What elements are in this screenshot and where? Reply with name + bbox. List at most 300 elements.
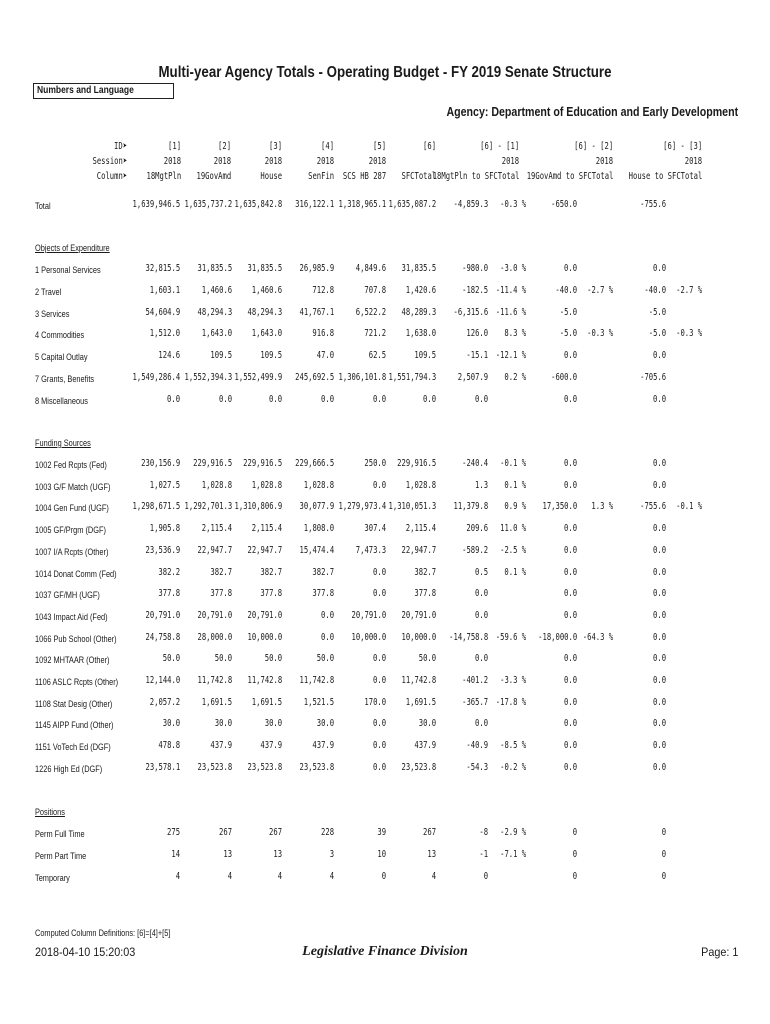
row-value: 0.0 <box>652 263 666 274</box>
row-label: 1108 Stat Desig (Other) <box>35 698 113 709</box>
row-value: -589.2 <box>461 544 488 556</box>
row-value: -64.3 % <box>582 631 613 643</box>
row-value: 382.7 <box>210 566 232 578</box>
row-value: 32,815.5 <box>145 263 180 274</box>
row-value: 2,115.4 <box>251 523 282 535</box>
row-label: 1226 High Ed (DGF) <box>35 763 103 774</box>
row-value: -11.6 % <box>495 306 526 318</box>
row-value: 377.8 <box>210 588 232 600</box>
row-value: 437.9 <box>414 740 436 752</box>
row-value: 0.0 <box>563 609 577 621</box>
row-value: 11,742.8 <box>401 675 436 686</box>
row-value: 1,635,842.8 <box>234 199 282 210</box>
row-value: 0.0 <box>218 393 232 405</box>
row-value: -4,859.3 <box>453 199 488 210</box>
row-value: 707.8 <box>364 284 386 296</box>
row-label: 1145 AIPP Fund (Other) <box>35 720 114 731</box>
row-value: -15.1 <box>466 350 488 362</box>
row-value: 8.3 % <box>504 328 526 340</box>
row-value: 109.5 <box>260 350 282 362</box>
row-value: 230,156.9 <box>140 458 180 469</box>
row-label: 1003 G/F Match (UGF) <box>35 481 111 492</box>
row-value: 24,758.8 <box>145 631 180 643</box>
row-value: 209.6 <box>466 523 488 535</box>
row-label: 1005 GF/Prgm (DGF) <box>35 525 106 536</box>
row-value: 229,666.5 <box>294 458 334 469</box>
row-label: 1004 Gen Fund (UGF) <box>35 503 109 514</box>
column-header-session: 2018 <box>368 156 386 167</box>
column-header-id: [1] <box>167 141 181 152</box>
row-value: 20,791.0 <box>145 609 180 621</box>
row-value: 0.0 <box>652 718 666 730</box>
report-timestamp: 2018-04-10 15:20:03 <box>35 945 136 959</box>
row-value: -0.2 % <box>499 761 526 773</box>
header-column-label: Column➤ <box>96 171 127 182</box>
row-value: 28,000.0 <box>197 631 232 643</box>
column-header-column: SFCTotal <box>401 171 436 182</box>
row-value: 1,551,794.3 <box>388 372 436 383</box>
row-value: -600.0 <box>550 372 577 383</box>
row-value: 124.6 <box>158 350 180 362</box>
row-value: 11,742.8 <box>247 675 282 686</box>
row-value: -5.0 <box>648 328 666 340</box>
row-value: 0.0 <box>166 393 180 405</box>
row-value: 23,523.8 <box>299 761 334 773</box>
row-value: 13 <box>223 848 232 860</box>
row-value: -2.5 % <box>499 544 526 556</box>
column-header-session: 2018 <box>501 156 519 167</box>
row-value: 0.0 <box>563 740 577 752</box>
row-value: -182.5 <box>461 284 488 296</box>
row-value: 275 <box>166 827 180 838</box>
row-value: 20,791.0 <box>401 609 436 621</box>
row-value: 1,603.1 <box>149 284 180 296</box>
row-value: 0.1 % <box>504 566 526 578</box>
row-value: -2.9 % <box>499 827 526 838</box>
row-label: 1 Personal Services <box>35 265 101 275</box>
row-label: 1066 Pub School (Other) <box>35 633 117 644</box>
column-header-column: SenFin <box>307 171 334 182</box>
row-value: 31,835.5 <box>247 263 282 274</box>
row-value: -240.4 <box>461 458 488 469</box>
row-value: 23,536.9 <box>145 544 180 556</box>
row-value: -755.6 <box>639 501 666 513</box>
row-value: 0.0 <box>563 675 577 686</box>
row-value: 50.0 <box>162 653 180 665</box>
row-value: 0 <box>661 848 666 860</box>
row-value: 20,791.0 <box>351 609 386 621</box>
row-value: 1,279,973.4 <box>338 501 386 513</box>
section-objects-of-expenditure: Objects of Expenditure <box>35 243 110 253</box>
row-value: 1,306,101.8 <box>338 372 386 383</box>
row-value: 13 <box>427 848 436 860</box>
row-value: 20,791.0 <box>247 609 282 621</box>
row-value: 0.0 <box>652 350 666 362</box>
row-value: 48,294.3 <box>247 306 282 318</box>
row-value: 0.0 <box>372 740 386 752</box>
row-label: 1014 Donat Comm (Fed) <box>35 568 117 579</box>
column-header-id: [3] <box>268 141 282 152</box>
row-value: 437.9 <box>210 740 232 752</box>
row-value: 0.0 <box>563 696 577 708</box>
agency-name: Agency: Department of Education and Early Development <box>446 105 738 119</box>
row-value: 0.0 <box>652 544 666 556</box>
row-value: 47.0 <box>316 350 334 362</box>
row-value: 23,523.8 <box>197 761 232 773</box>
row-value: 1.3 % <box>591 501 613 513</box>
row-value: 0.0 <box>652 458 666 469</box>
row-value: 0.0 <box>563 566 577 578</box>
row-value: -2.7 % <box>675 284 702 296</box>
column-header-id: [5] <box>372 141 386 152</box>
row-value: 1,512.0 <box>149 328 180 340</box>
row-value: 1,298,671.5 <box>132 501 180 513</box>
row-value: -1 <box>479 848 488 860</box>
row-value: 126.0 <box>466 328 488 340</box>
row-value: 0 <box>572 848 577 860</box>
row-value: 31,835.5 <box>401 263 436 274</box>
row-value: 1,318,965.1 <box>338 199 386 210</box>
row-value: -0.3 % <box>586 328 613 340</box>
row-value: 0.0 <box>652 393 666 405</box>
column-header-column: House to SFCTotal <box>628 171 702 182</box>
row-value: 30.0 <box>162 718 180 730</box>
division-name: Legislative Finance Division <box>302 944 468 959</box>
column-header-id: [2] <box>217 141 231 152</box>
row-value: -365.7 <box>461 696 488 708</box>
row-value: 712.8 <box>312 284 334 296</box>
row-value: -980.0 <box>461 263 488 274</box>
row-value: 2,507.9 <box>457 372 488 383</box>
header-id-label: ID➤ <box>113 141 127 152</box>
row-value: -54.3 <box>466 761 488 773</box>
row-value: -2.7 % <box>586 284 613 296</box>
row-value: 30.0 <box>418 718 436 730</box>
row-value: -3.0 % <box>499 263 526 274</box>
column-header-id: [6] - [2] <box>573 141 613 152</box>
row-value: -5.0 <box>648 306 666 318</box>
row-value: 1,638.0 <box>405 328 436 340</box>
row-value: 39 <box>377 827 386 838</box>
section-funding-sources: Funding Sources <box>35 438 91 448</box>
row-value: -17.8 % <box>495 696 526 708</box>
column-header-session: 2018 <box>213 156 231 167</box>
row-value: 1,643.0 <box>251 328 282 340</box>
row-value: 50.0 <box>214 653 232 665</box>
row-value: 0.0 <box>372 566 386 578</box>
row-value: 50.0 <box>418 653 436 665</box>
row-label: 1037 GF/MH (UGF) <box>35 590 100 601</box>
row-value: 0.0 <box>372 718 386 730</box>
row-value: 48,289.3 <box>401 306 436 318</box>
row-label: 1007 I/A Rcpts (Other) <box>35 546 109 557</box>
row-value: 382.7 <box>260 566 282 578</box>
row-label: 2 Travel <box>35 286 62 297</box>
column-header-id: [6] - [3] <box>662 141 702 152</box>
row-value: 0.0 <box>563 544 577 556</box>
row-label: 4 Commodities <box>35 330 85 341</box>
row-value: 4 <box>227 870 232 882</box>
row-value: 0 <box>572 827 577 838</box>
row-value: 0.0 <box>652 696 666 708</box>
row-value: 0.0 <box>422 393 436 405</box>
row-value: -5.0 <box>559 328 577 340</box>
row-value: 0.0 <box>474 718 488 730</box>
row-value: 377.8 <box>312 588 334 600</box>
row-value: 0.5 <box>474 566 488 578</box>
row-value: -0.3 % <box>499 199 526 210</box>
row-value: -650.0 <box>550 199 577 210</box>
row-value: 0.0 <box>474 653 488 665</box>
row-value: 109.5 <box>414 350 436 362</box>
row-label: 1151 VoTech Ed (DGF) <box>35 742 111 753</box>
row-value: 2,057.2 <box>149 696 180 708</box>
row-value: 0.9 % <box>504 501 526 513</box>
row-value: 0.0 <box>652 631 666 643</box>
computed-column-definitions: Computed Column Definitions: [6]=[4]+[5] <box>35 928 171 938</box>
row-value: 54,604.9 <box>145 306 180 318</box>
column-header-column: 18MgtPln to SFCTotal <box>432 171 519 182</box>
row-value: 3 <box>329 848 334 860</box>
row-value: 0.0 <box>372 393 386 405</box>
row-value: 0.0 <box>652 653 666 665</box>
row-value: 4,849.6 <box>355 263 386 274</box>
row-value: 0.0 <box>474 609 488 621</box>
row-value: 1.3 <box>474 479 488 491</box>
row-value: -12.1 % <box>495 350 526 362</box>
row-value: 1,028.8 <box>251 479 282 491</box>
row-value: 4 <box>175 870 180 882</box>
row-value: 0 <box>572 870 577 882</box>
row-value: -0.1 % <box>499 458 526 469</box>
row-value: -8 <box>479 827 488 838</box>
row-value: 0.0 <box>320 609 334 621</box>
row-value: 1,639,946.5 <box>132 199 180 210</box>
row-value: 14 <box>171 848 180 860</box>
row-value: 0.0 <box>320 631 334 643</box>
row-value: 228 <box>320 827 334 838</box>
row-value: 0 <box>661 827 666 838</box>
row-value: 0.0 <box>372 588 386 600</box>
row-value: 0.0 <box>652 479 666 491</box>
row-value: 0.0 <box>563 479 577 491</box>
row-value: 6,522.2 <box>355 306 386 318</box>
row-value: 0.0 <box>372 675 386 686</box>
page-number: Page: 1 <box>700 945 738 959</box>
row-value: -0.3 % <box>675 328 702 340</box>
row-value: 267 <box>268 827 282 838</box>
row-value: 0 <box>381 870 386 882</box>
row-value: 12,144.0 <box>145 675 180 686</box>
row-value: 0.0 <box>372 479 386 491</box>
numbers-language-badge <box>33 83 174 99</box>
badge-label: Numbers and Language <box>37 85 134 96</box>
row-value: 10,000.0 <box>247 631 282 643</box>
row-value: 20,791.0 <box>197 609 232 621</box>
header-session-label: Session➤ <box>92 156 127 167</box>
row-value: 0.0 <box>652 588 666 600</box>
row-value: 1,460.6 <box>201 284 232 296</box>
row-value: 0.0 <box>652 761 666 773</box>
row-value: 17,350.0 <box>542 501 577 513</box>
row-value: 0.0 <box>563 350 577 362</box>
row-value: 22,947.7 <box>197 544 232 556</box>
row-value: 1,292,701.3 <box>184 501 232 513</box>
column-header-id: [4] <box>320 141 334 152</box>
row-value: 1,691.5 <box>251 696 282 708</box>
section-positions: Positions <box>35 807 65 817</box>
row-value: 0.0 <box>563 523 577 535</box>
row-value: 62.5 <box>368 350 386 362</box>
row-value: 1,028.8 <box>405 479 436 491</box>
column-header-column: 19GovAmd to SFCTotal <box>526 171 613 182</box>
column-header-column: 18MgtPln <box>146 171 181 182</box>
row-value: 22,947.7 <box>247 544 282 556</box>
row-value: 0.0 <box>652 566 666 578</box>
row-value: 50.0 <box>264 653 282 665</box>
row-value: 1,420.6 <box>405 284 436 296</box>
row-value: 1,310,051.3 <box>388 501 436 513</box>
row-value: 0.0 <box>563 653 577 665</box>
row-value: 26,985.9 <box>299 263 334 274</box>
row-value: 721.2 <box>364 328 386 340</box>
row-label: 1002 Fed Rcpts (Fed) <box>35 460 107 470</box>
row-value: 916.8 <box>312 328 334 340</box>
row-value: 30,077.9 <box>299 501 334 513</box>
row-value: 10 <box>377 848 386 860</box>
row-value: 0.0 <box>652 675 666 686</box>
row-value: 109.5 <box>210 350 232 362</box>
row-value: 1,635,087.2 <box>388 199 436 210</box>
row-value: 0.0 <box>563 393 577 405</box>
column-header-column: 19GovAmd <box>196 171 231 182</box>
row-value: 11,742.8 <box>299 675 334 686</box>
row-value: 4 <box>431 870 436 882</box>
row-label: 7 Grants, Benefits <box>35 374 95 384</box>
row-value: -11.4 % <box>495 284 526 296</box>
row-value: 170.0 <box>364 696 386 708</box>
row-label: Total <box>35 201 51 211</box>
row-label: 1043 Impact Aid (Fed) <box>35 611 108 622</box>
row-label: Perm Full Time <box>35 829 85 839</box>
report-title: Multi-year Agency Totals - Operating Budget - FY 2019 Senate Structure <box>158 64 612 81</box>
row-value: 1,310,806.9 <box>234 501 282 513</box>
column-header-column: House <box>260 171 282 182</box>
row-value: 23,523.8 <box>247 761 282 773</box>
row-value: 30.0 <box>214 718 232 730</box>
row-value: 0.0 <box>563 761 577 773</box>
column-header-id: [6] - [1] <box>479 141 519 152</box>
row-value: 2,115.4 <box>201 523 232 535</box>
row-value: -18,000.0 <box>537 631 577 643</box>
row-value: 4 <box>329 870 334 882</box>
row-value: 0.2 % <box>504 372 526 383</box>
row-value: 30.0 <box>264 718 282 730</box>
row-value: 50.0 <box>316 653 334 665</box>
row-value: 1,691.5 <box>201 696 232 708</box>
column-header-id: [6] <box>422 141 436 152</box>
row-value: 307.4 <box>364 523 386 535</box>
row-value: 30.0 <box>316 718 334 730</box>
column-header-session: 2018 <box>316 156 334 167</box>
row-value: 382.2 <box>158 566 180 578</box>
row-value: 250.0 <box>364 458 386 469</box>
row-value: 1,808.0 <box>303 523 334 535</box>
row-value: 7,473.3 <box>355 544 386 556</box>
row-value: 229,916.5 <box>242 458 282 469</box>
row-value: 1,643.0 <box>201 328 232 340</box>
row-label: 1092 MHTAAR (Other) <box>35 655 110 666</box>
row-value: 13 <box>273 848 282 860</box>
row-value: 23,578.1 <box>145 761 180 773</box>
row-value: -6,315.6 <box>453 306 488 318</box>
row-value: 229,916.5 <box>396 458 436 469</box>
row-label: Perm Part Time <box>35 850 87 861</box>
row-value: 11.0 % <box>499 523 526 535</box>
row-label: 8 Miscellaneous <box>35 395 88 406</box>
row-value: 377.8 <box>414 588 436 600</box>
row-value: 1,028.8 <box>201 479 232 491</box>
column-header-session: 2018 <box>264 156 282 167</box>
row-value: 0.0 <box>563 458 577 469</box>
row-value: 245,692.5 <box>294 372 334 383</box>
row-value: -3.3 % <box>499 675 526 686</box>
column-header-session: 2018 <box>684 156 702 167</box>
row-label: 3 Services <box>35 308 70 319</box>
row-value: 377.8 <box>260 588 282 600</box>
column-header-session: 2018 <box>163 156 181 167</box>
row-value: 41,767.1 <box>299 306 334 318</box>
row-value: 1,521.5 <box>303 696 334 708</box>
row-value: 229,916.5 <box>192 458 232 469</box>
row-value: 1,691.5 <box>405 696 436 708</box>
row-value: 0.0 <box>563 263 577 274</box>
row-value: -7.1 % <box>499 848 526 860</box>
row-value: 0.0 <box>652 609 666 621</box>
row-value: 1,552,499.9 <box>234 372 282 383</box>
row-value: 10,000.0 <box>401 631 436 643</box>
row-value: 1,549,286.4 <box>132 372 180 383</box>
row-value: 1,027.5 <box>149 479 180 491</box>
row-value: -14,758.8 <box>448 631 488 643</box>
row-value: 0.0 <box>474 588 488 600</box>
row-value: 0.0 <box>652 523 666 535</box>
row-value: 4 <box>277 870 282 882</box>
column-header-session: 2018 <box>595 156 613 167</box>
row-value: 11,379.8 <box>453 501 488 513</box>
row-value: 0 <box>661 870 666 882</box>
row-value: -5.0 <box>559 306 577 318</box>
row-value: -59.6 % <box>495 631 526 643</box>
row-value: 23,523.8 <box>401 761 436 773</box>
row-value: 15,474.4 <box>299 544 334 556</box>
row-value: 0 <box>483 870 488 882</box>
row-value: -755.6 <box>639 199 666 210</box>
row-value: -40.0 <box>555 284 577 296</box>
row-value: 1,552,394.3 <box>184 372 232 383</box>
row-value: 0.0 <box>652 740 666 752</box>
row-value: 1,905.8 <box>149 523 180 535</box>
row-value: 10,000.0 <box>351 631 386 643</box>
row-value: 0.0 <box>563 718 577 730</box>
row-value: 0.0 <box>372 653 386 665</box>
row-value: -705.6 <box>639 372 666 383</box>
row-value: -0.1 % <box>675 501 702 513</box>
row-label: Temporary <box>35 872 70 883</box>
row-value: 437.9 <box>260 740 282 752</box>
row-value: -40.9 <box>466 740 488 752</box>
row-value: 0.0 <box>474 393 488 405</box>
